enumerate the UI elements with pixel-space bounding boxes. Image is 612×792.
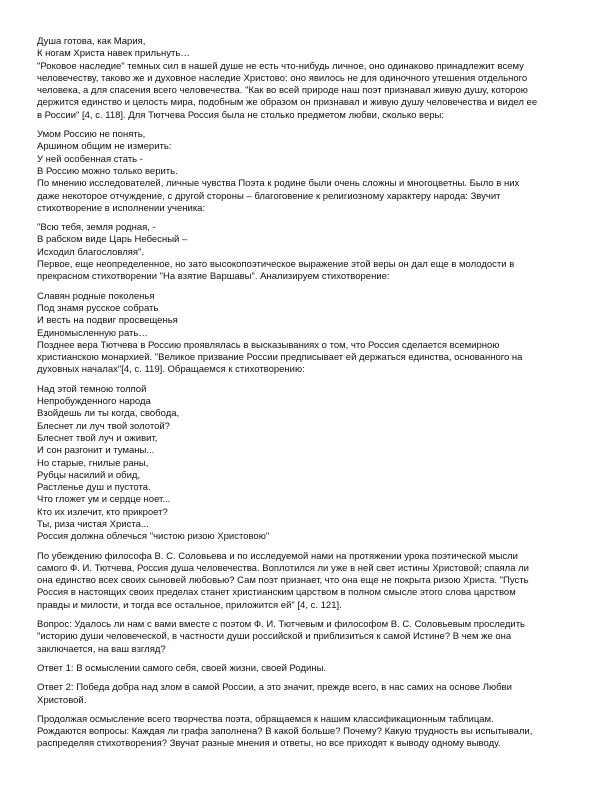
text-paragraph [37, 129, 582, 215]
text-line: Ответ 1: В осмыслении самого себя, своей жизни, своей Родины. [37, 662, 327, 674]
text-line: Блеснет ли луч твой золотой? [37, 420, 170, 432]
text-line: Рождаются вопросы: Каждая ли графа заполнена? В какой больше? Почему? Какую трудность вы испытывали, [37, 726, 533, 738]
text-paragraph [37, 682, 582, 707]
text-line: держится единство и целость мира, подобным же образом он признавал и живую душу человечества и видел ее [37, 97, 538, 109]
text-line: заключается, на ваш взгляд? [37, 643, 166, 655]
text-line: Христовой. [37, 694, 87, 706]
text-line: Ты, риза чистая Христа... [37, 518, 149, 530]
text-line: она единство всех своих сыновей любовью? Сам поэт признает, что она еще не покрыта ризою Христа. "Пусть [37, 575, 529, 587]
paragraph-spacer [37, 377, 582, 384]
text-paragraph [37, 384, 582, 544]
text-line: духовных началах"[4, с. 119]. Обращаемся к стихотворению: [37, 364, 305, 376]
text-line: "Всю тебя, земля родная, - [37, 222, 156, 234]
paragraph-spacer [37, 284, 582, 291]
text-line: правды и милости, и тогда все остальное, приложится ей" [4, с. 121]. [37, 599, 342, 611]
paragraph-spacer [37, 544, 582, 551]
text-line: По мнению исследователей, личные чувства Поэта к родине были очень сложны и многоцветны. Было в них [37, 178, 520, 190]
text-line: Исходил благословляя". [37, 246, 145, 258]
text-paragraph [37, 714, 582, 751]
text-line: даже некоторое отчуждение, с другой стороны – благоговение к религиозному характеру народа: Звучит [37, 190, 501, 202]
text-line: Первое, еще неопределенное, но зато высокопоэтическое выражение этой веры он дал еще в молодости в [37, 259, 515, 271]
text-line: Кто их излечит, кто прикроет? [37, 506, 168, 518]
paragraph-spacer [37, 707, 582, 714]
text-line: "историю души человеческой, в частности души российской и приблизиться к самой Истине? В чем же она [37, 631, 512, 643]
paragraph-spacer [37, 656, 582, 663]
text-line: Продолжая осмысление всего творчества поэта, обращаемся к нашим классификационным таблицам. [37, 713, 494, 725]
text-paragraph [37, 551, 582, 612]
text-line: Непробужденного народа [37, 396, 151, 408]
text-line: христианскою монархией. "Великое призвание России предписывает ей держаться единства, основанного на [37, 352, 523, 364]
text-paragraph [37, 663, 582, 675]
text-line: Но старые, гнилые раны, [37, 457, 149, 469]
text-line: распределяя стихотворения? Звучат разные мнения и ответы, но все приходят к выводу одному выводу. [37, 738, 501, 750]
text-line: Рубцы насилий и обид, [37, 469, 141, 481]
text-line: Аршином общим не измерить: [37, 141, 172, 153]
text-line: К ногам Христа навек прильнуть… [37, 48, 190, 60]
text-line: Умом Россию не понять, [37, 129, 146, 141]
paragraph-spacer [37, 612, 582, 619]
text-line: У ней особенная стать - [37, 153, 143, 165]
text-line: Блеснет твой луч и оживит, [37, 432, 158, 444]
text-line: в России" [4, с. 118]. Для Тютчева Россия была не столько предметом любви, сколько веры: [37, 109, 444, 121]
text-paragraph [37, 291, 582, 377]
text-line: Ответ 2: Победа добра над злом в самой России, а это значит, прежде всего, в нас самих на основе Любви [37, 682, 512, 694]
text-line: Растленье душ и пустота. [37, 482, 151, 494]
text-line: стихотворение в исполнении ученика: [37, 202, 206, 214]
text-line: Что гложет ум и сердце ноет... [37, 494, 171, 506]
text-paragraph [37, 222, 582, 283]
text-line: Под знамя русское собрать [37, 302, 159, 314]
paragraph-spacer [37, 122, 582, 129]
text-line: Душа готова, как Мария, [37, 36, 146, 47]
paragraph-spacer [37, 675, 582, 682]
text-line: человечеству, таково же и духовное наследие Христово: оно явилось не для одиночного утешения отдельного [37, 72, 528, 84]
text-line: "Роковое наследие" темных сил в нашей душе не есть что-нибудь личное, оно одинаково принадлежит всему [37, 60, 524, 72]
text-line: Россия должна облечься "чистою ризою Христовою" [37, 531, 270, 543]
text-line: прекрасном стихотворении "На взятие Варшавы". Анализируем стихотворение: [37, 271, 390, 283]
text-line: Позднее вера Тютчева в Россию проявлялась в высказываниях о том, что Россия сделается всемирною [37, 339, 500, 351]
text-line: самого Ф. И. Тютчева, Россия душа человечества. Воплотился ли уже в ней свет истины Христовой; спаяла ли [37, 562, 529, 574]
text-line: В рабском виде Царь Небесный – [37, 234, 188, 246]
text-line: В Россию можно только верить. [37, 165, 178, 177]
text-line: человека, а для спасения всего человечества. "Как во всей природе наш поэт признавал живую душу, которою [37, 85, 528, 97]
text-line: И сон разгонит и туманы... [37, 445, 155, 457]
text-line: Россия в настоящих своих пределах станет христианским царством в полном смысле этого слова царством [37, 587, 516, 599]
text-paragraph [37, 619, 582, 656]
text-line: Славян родные поколенья [37, 290, 155, 302]
text-paragraph [37, 36, 582, 122]
paragraph-spacer [37, 215, 582, 222]
text-line: Взойдешь ли ты когда, свобода, [37, 408, 180, 420]
text-line: Над этой темною толпой [37, 383, 147, 395]
text-line: Вопрос: Удалось ли нам с вами вместе с поэтом Ф. И. Тютчевым и философом В. С. Соловьевым проследить [37, 619, 525, 631]
text-line: И весть на подвиг просвещенья [37, 315, 178, 327]
text-line: По убеждению философа В. С. Соловьева и по исследуемой нами на протяжении урока поэтической мысли [37, 550, 518, 562]
text-line: Единомысленную рать… [37, 327, 148, 339]
